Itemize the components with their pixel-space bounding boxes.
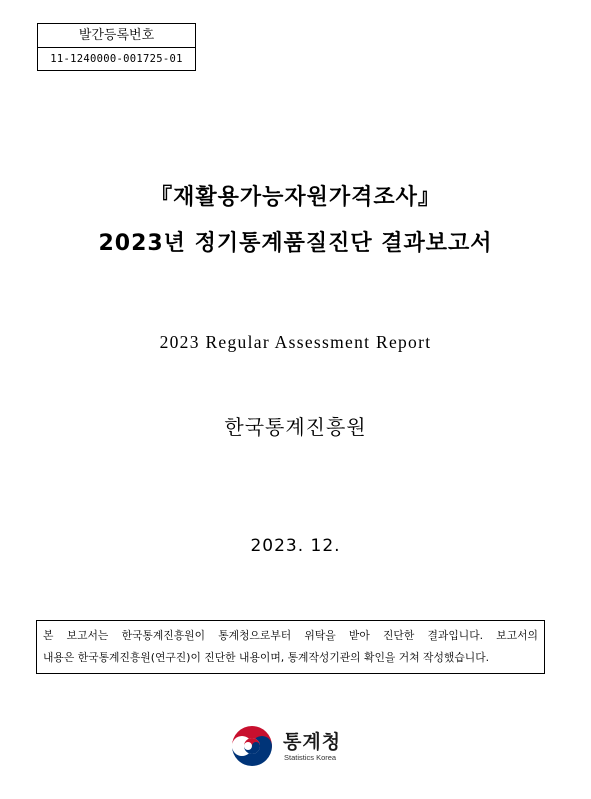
publication-date: 2023. 12. xyxy=(250,536,341,556)
taegeuk-emblem-icon xyxy=(229,723,275,769)
statistics-korea-logo xyxy=(229,723,369,769)
report-title-line1: 『재활용가능자원가격조사』 xyxy=(150,185,441,210)
logo-name-korean: 통계청 xyxy=(283,731,342,753)
report-title-line2: 2023년 정기통계품질진단 결과보고서 xyxy=(98,231,493,256)
organization-name: 한국통계진흥원 xyxy=(224,415,367,439)
registration-number-box xyxy=(37,23,196,71)
english-subtitle: 2023 Regular Assessment Report xyxy=(159,332,432,352)
logo-name-english: Statistics Korea xyxy=(284,753,337,762)
notice-line-2: 내용은 한국통계진흥원(연구진)이 진단한 내용이며, 통계작성기관의 확인을 거쳐 작성했습니다. xyxy=(43,651,490,664)
notice-box xyxy=(36,620,545,674)
notice-line-1: 본 보고서는 한국통계진흥원이 통계청으로부터 위탁을 받아 진단한 결과입니다. 보고서의 xyxy=(43,629,538,642)
registration-number: 11-1240000-001725-01 xyxy=(50,53,183,65)
registration-label: 발간등록번호 xyxy=(38,24,195,48)
